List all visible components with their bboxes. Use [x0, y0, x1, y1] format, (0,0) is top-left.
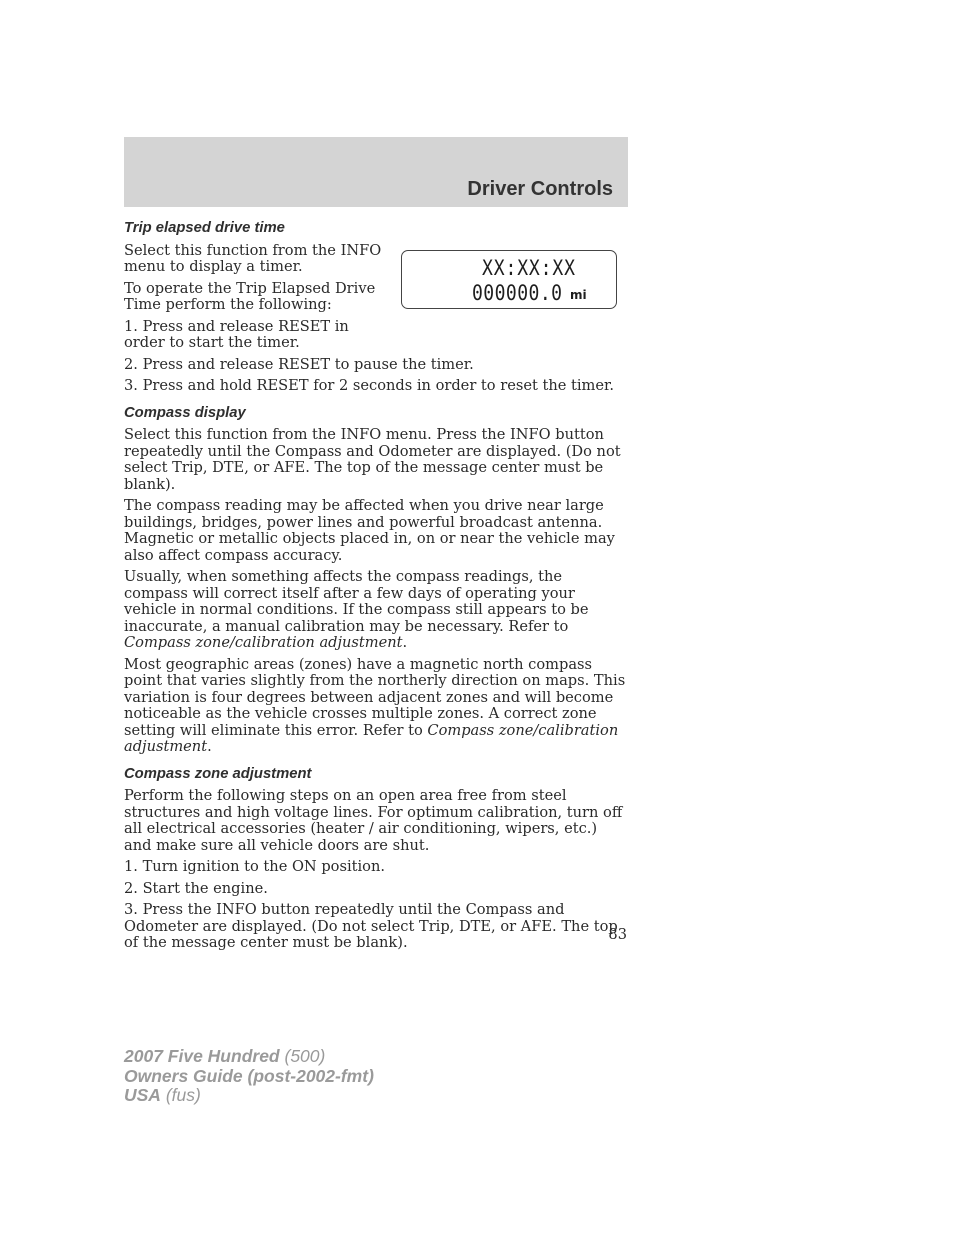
display-unit: mi	[570, 288, 587, 302]
compass-display-p4	[124, 657, 629, 756]
trip-elapsed-step-1: 1. Press and release RESET in order to start the timer.	[124, 317, 349, 351]
section-title: Driver Controls	[467, 178, 613, 200]
compass-zone-step-3: 3. Press the INFO button repeatedly until the Compass and Odometer are displayed. (Do not select Trip, DTE, or AFE. The top of the message center must be blank).	[124, 901, 618, 951]
page-content	[124, 220, 629, 957]
compass-zone-step-1: 1. Turn ignition to the ON position.	[124, 858, 385, 875]
footer-line-2	[124, 1067, 374, 1087]
compass-display-p3-end: .	[402, 634, 408, 651]
compass-display-p2: The compass reading may be affected when you drive near large buildings, bridges, power lines and powerful broadcast antenna. Magnetic or metallic objects placed in, on or near the vehicle may also affect compass accuracy.	[124, 497, 615, 564]
page-number: 83	[608, 926, 627, 943]
footer-line-3	[124, 1086, 374, 1106]
trip-elapsed-step-3: 3. Press and hold RESET for 2 seconds in order to reset the timer.	[124, 377, 615, 394]
compass-zone-intro: Perform the following steps on an open area free from steel structures and high voltage lines. For optimum calibration, turn off all electrical accessories (heater / air conditioning, wipers, etc.) and make sure all vehicle doors are shut.	[124, 787, 623, 854]
trip-elapsed-intro: Select this function from the INFO menu to display a timer.	[124, 241, 382, 275]
footer-guide: Owners Guide (post-2002-fmt)	[124, 1065, 374, 1086]
heading-compass-display: Compass display	[124, 404, 246, 421]
footer-line-1	[124, 1047, 374, 1067]
footer-market: USA	[124, 1085, 161, 1105]
heading-trip-elapsed: Trip elapsed drive time	[124, 220, 285, 236]
heading-compass-zone: Compass zone adjustment	[124, 765, 312, 782]
compass-display-p1: Select this function from the INFO menu. Press the INFO button repeatedly until the Compass and Odometer are displayed. (Do not select Trip, DTE, or AFE. The top of the message center must be blank).	[124, 426, 621, 493]
display-odometer: 000000.0	[472, 281, 563, 305]
section-header-band	[124, 137, 628, 207]
footer-model-code: (500)	[279, 1046, 326, 1066]
document-footer	[124, 1047, 374, 1106]
trip-elapsed-operate: To operate the Trip Elapsed Drive Time perform the following:	[124, 279, 376, 313]
footer-market-code: (fus)	[160, 1085, 201, 1105]
display-timer: XX:XX:XX	[482, 256, 576, 280]
compass-calibration-reference: Compass zone/calibration adjustment	[124, 721, 619, 755]
compass-calibration-reference: Compass zone/calibration adjustment	[124, 634, 403, 651]
compass-display-p4-text: Most geographic areas (zones) have a magnetic north compass point that varies slightly from the northerly direction on maps. This variation is four degrees between adjacent zones and will become noticeable as the vehicle crosses multiple zones. A correct zone setting will eliminate this error. Refer to	[124, 655, 626, 739]
compass-display-p3	[124, 569, 629, 652]
footer-model: 2007 Five Hundred	[124, 1046, 280, 1066]
trip-elapsed-step-2: 2. Press and release RESET to pause the timer.	[124, 355, 474, 373]
compass-display-p4-end: .	[207, 738, 212, 755]
compass-display-p3-text: Usually, when something affects the compass readings, the compass will correct itself after a few days of operating your vehicle in normal conditions. If the compass still appears to be inaccurate, a manual calibration may be necessary. Refer to	[124, 568, 589, 635]
compass-zone-step-2: 2. Start the engine.	[124, 879, 268, 897]
